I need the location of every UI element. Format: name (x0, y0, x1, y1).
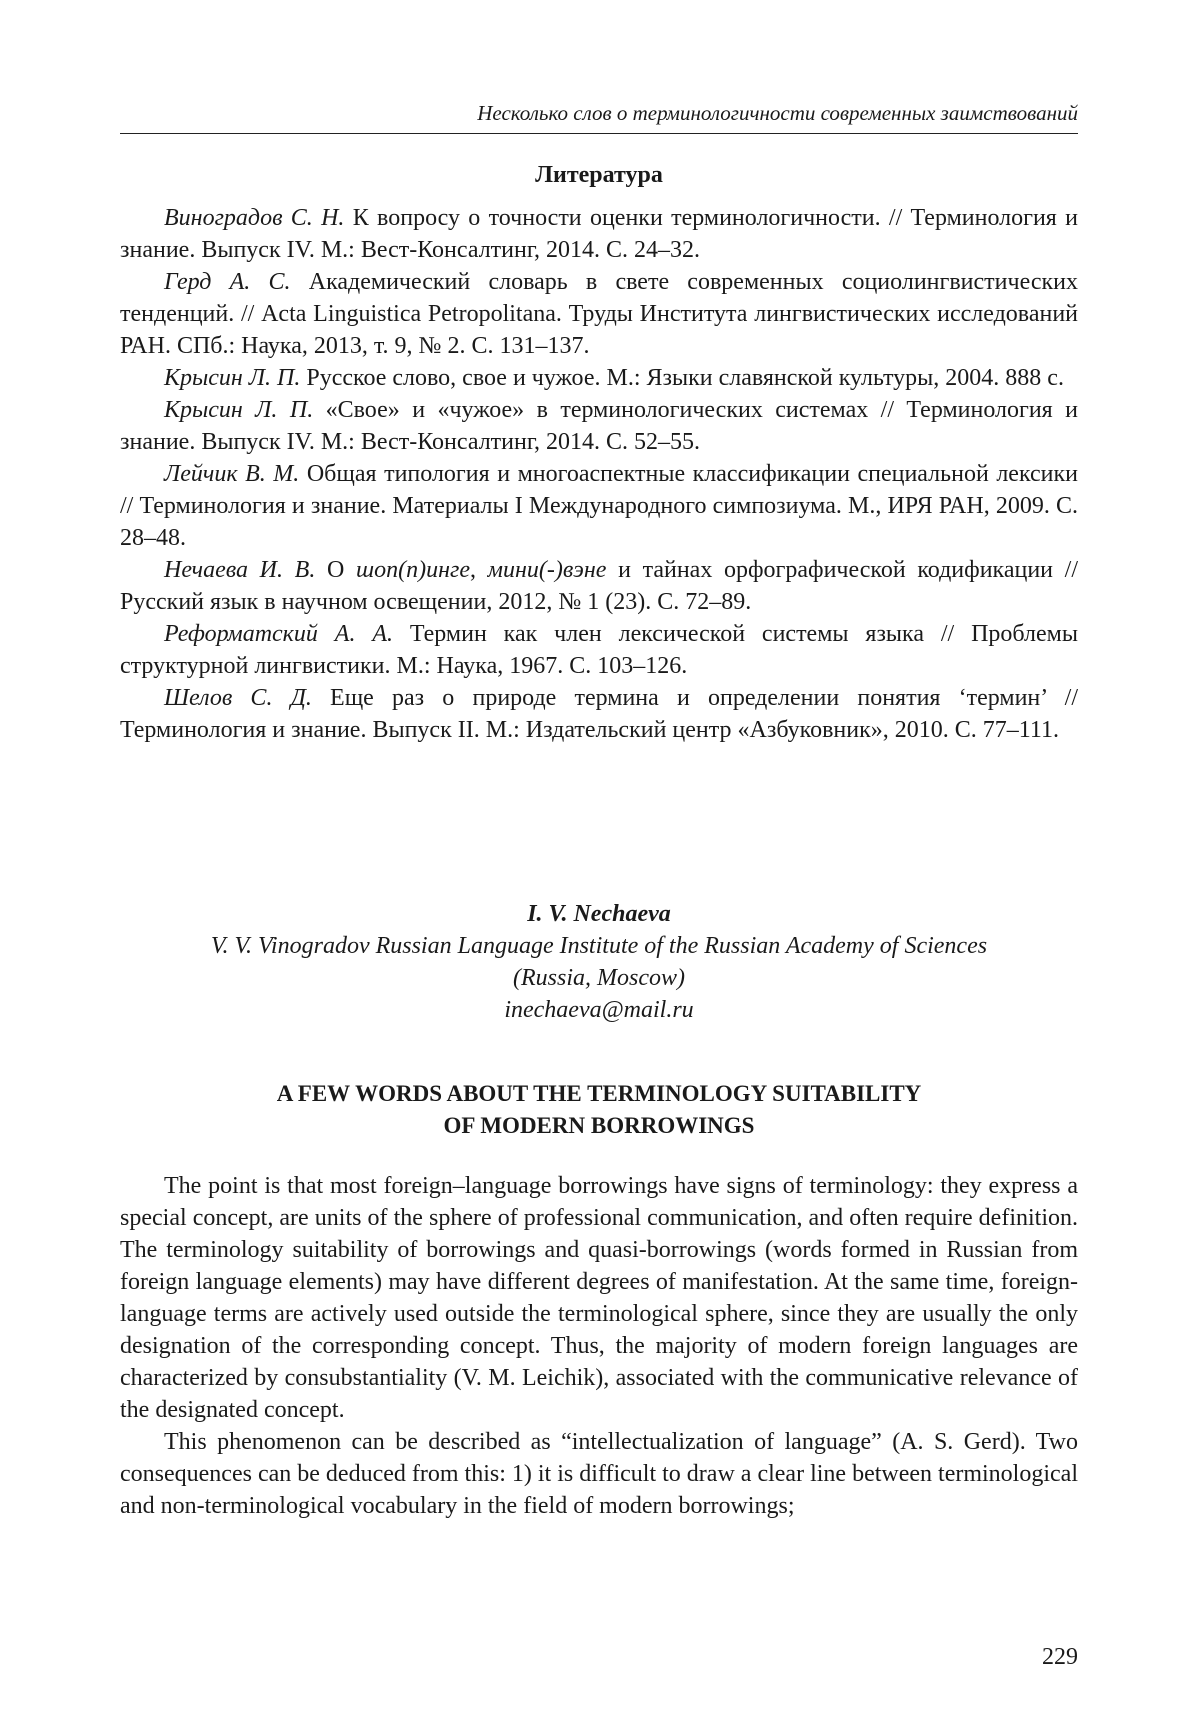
reference-text: Русское слово, свое и чужое. М.: Языки славянской культуры, 2004. 888 с. (300, 365, 1064, 391)
article-title-line: OF MODERN BORROWINGS (443, 1113, 755, 1138)
article-title (120, 1078, 1078, 1142)
reference-text: Еще раз о природе термина и определении понятия ‘термин’ // Терминология и знание. Выпуск II. М.: Издательский центр «Азбуковник», 2010. С. 77–111. (120, 685, 1078, 743)
abstract-paragraph: The point is that most foreign–language borrowings have signs of terminology: they express a special concept, are units of the sphere of professional communication, and often require definition. The terminology suitability of borrowings and quasi-borrowings (words formed in Russian from foreign language elements) may have different degrees of manifestation. At the same time, foreign-language terms are actively used outside the terminological sphere, since they are usually the only designation of the corresponding concept. Thus, the majority of modern foreign languages are characterized by consubstantiality (V. M. Leichik), associated with the communicative relevance of the designated concept. (120, 1173, 1078, 1423)
reference-italic-term: шоп(п)инге (355, 557, 470, 583)
header-rule (120, 133, 1078, 134)
reference-author: Герд А. С. (164, 269, 291, 295)
reference-italic-term: мини(-)вэне (487, 557, 607, 583)
reference-item (120, 618, 1078, 682)
reference-text: К вопросу о точности оценки терминологичности. // Терминология и знание. Выпуск IV. М.: Вест-Консалтинг, 2014. С. 24–32. (120, 205, 1078, 263)
reference-author: Крысин Л. П. (164, 365, 301, 391)
reference-item (120, 202, 1078, 266)
author-location: (Russia, Moscow) (513, 965, 685, 991)
abstract-paragraph: This phenomenon can be described as “intellectualization of language” (A. S. Gerd). Two consequences can be deduced from this: 1) it is difficult to draw a clear line between terminological and non-terminological vocabulary in the field of modern borrowings; (120, 1429, 1078, 1519)
reference-item (120, 394, 1078, 458)
reference-author: Крысин Л. П. (164, 397, 314, 423)
reference-text: Общая типология и многоаспектные классификации специальной лексики // Терминология и знание. Материалы I Международного симпозиума. М., ИРЯ РАН, 2009. С. 28–48. (120, 461, 1079, 551)
reference-text: Академический словарь в свете современных социолингвистических тенденций. // Acta Linguistica Petropolitana. Труды Института лингвистических исследований РАН. СПб.: Наука, 2013, т. 9, № 2. С. 131–137. (120, 269, 1078, 359)
reference-author: Виноградов С. Н. (164, 205, 345, 231)
reference-text: Термин как член лексической системы языка // Проблемы структурной лингвистики. М.: Наука, 1967. С. 103–126. (120, 621, 1078, 679)
reference-item (120, 362, 1078, 394)
reference-author: Шелов С. Д. (164, 685, 312, 711)
reference-item (120, 554, 1078, 618)
abstract (120, 1170, 1078, 1522)
reference-author: Нечаева И. В. (164, 557, 316, 583)
article-title-line: A FEW WORDS ABOUT THE TERMINOLOGY SUITABILITY (276, 1081, 922, 1106)
author-block (120, 898, 1078, 1026)
reference-author: Реформатский А. А. (164, 621, 393, 647)
reference-item (120, 458, 1078, 554)
reference-item (120, 266, 1078, 362)
author-email: inechaeva@mail.ru (504, 997, 694, 1023)
reference-item (120, 682, 1078, 746)
author-affiliation: V. V. Vinogradov Russian Language Institute of the Russian Academy of Sciences (210, 933, 988, 959)
references-list (120, 202, 1078, 746)
reference-text: , (470, 557, 488, 583)
reference-author: Лейчик В. М. (164, 461, 300, 487)
reference-text: и тайнах орфографической кодификации // Русский язык в научном освещении, 2012, № 1 (23). С. 72–89. (120, 557, 1079, 615)
author-name: I. V. Nechaeva (527, 901, 671, 927)
references-title: Литература (535, 162, 663, 188)
reference-text: О (315, 557, 356, 583)
running-head: Несколько слов о терминологичности современных заимствований (477, 101, 1078, 125)
page-number: 229 (1042, 1644, 1078, 1670)
reference-text: «Свое» и «чужое» в терминологических системах // Терминология и знание. Выпуск IV. М.: Вест-Консалтинг, 2014. С. 52–55. (120, 397, 1078, 455)
